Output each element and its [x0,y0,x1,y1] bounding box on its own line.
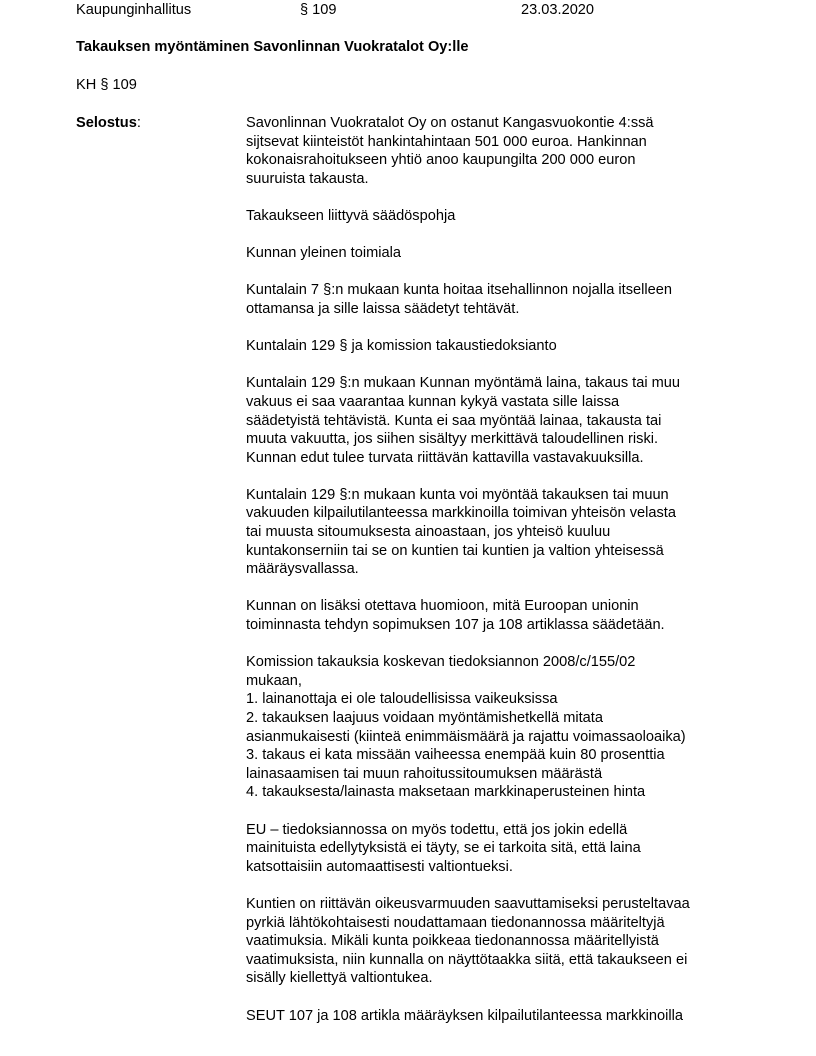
document-body [246,114,746,1044]
paragraph-line: Kunnan yleinen toimiala [246,245,401,262]
paragraph-line: Takaukseen liittyvä säädöspohja [246,207,456,224]
paragraph-line: 1. lainanottaja ei ole taloudellisissa vaikeuksissa [246,691,558,708]
body-paragraph [246,895,746,988]
paragraph-line: 4. takauksesta/lainasta maksetaan markkinaperusteinen hinta [246,784,646,801]
body-paragraph [246,207,746,226]
paragraph-line: EU – tiedoksiannossa on myös todettu, että jos jokin edellä [246,821,628,838]
paragraph-line: säädetyistä tehtävistä. Kunta ei saa myöntää lainaa, takausta tai [246,412,662,429]
document-header [76,1,776,21]
body-paragraph [246,114,746,188]
section-label [76,114,141,133]
paragraph-line: määräysvallassa. [246,561,359,578]
paragraph-line: Kuntalain 129 § ja komission takaustiedoksianto [246,338,557,355]
paragraph-line: sisälly kiellettyä valtiontukea. [246,970,433,987]
paragraph-line: Kunnan on lisäksi otettava huomioon, mitä Euroopan unionin [246,598,639,615]
paragraph-line: SEUT 107 ja 108 artikla määräyksen kilpailutilanteessa markkinoilla [246,1007,683,1024]
paragraph-line: Kuntien on riittävän oikeusvarmuuden saavuttamiseksi perusteltavaa [246,895,690,912]
paragraph-line: toiminnasta tehdyn sopimuksen 107 ja 108 artiklassa säädetään. [246,617,665,634]
paragraph-line: vakuuden kilpailutilanteessa markkinoilla toimivan yhteisön velasta [246,505,676,522]
paragraph-line: suuruista takausta. [246,170,369,187]
paragraph-line: sijtsevat kiinteistöt hankintahintaan 501 000 euroa. Hankinnan [246,133,647,150]
paragraph-line: ottamansa ja sille laissa säädetyt tehtävät. [246,300,520,317]
header-section: § 109 [300,2,337,18]
paragraph-line: Komission takauksia koskevan tiedoksiannon 2008/c/155/02 [246,654,636,671]
body-paragraph [246,337,746,356]
header-organ: Kaupunginhallitus [76,2,192,18]
paragraph-line: muuta vakuutta, jos siihen sisältyy merkittävä taloudellinen riski. [246,431,659,448]
paragraph-line: Kunnan edut tulee turvata riittävän kattavilla vastavakuuksilla. [246,449,644,466]
paragraph-line: 3. takaus ei kata missään vaiheessa enempää kuin 80 prosenttia [246,747,665,764]
paragraph-line: lainasaamisen tai muun rahoitussitoumuksen määrästä [246,765,603,782]
paragraph-line: Kuntalain 129 §:n mukaan Kunnan myöntämä laina, takaus tai muu [246,375,681,392]
paragraph-line: mainituista edellytyksistä ei täyty, se ei tarkoita sitä, että laina [246,840,641,857]
header-date: 23.03.2020 [521,2,595,18]
paragraph-line: asianmukaisesti (kiinteä enimmäismäärä ja rajattu voimassaoloaika) [246,728,686,745]
body-paragraph [246,597,746,634]
body-paragraph [246,281,746,318]
paragraph-line: 2. takauksen laajuus voidaan myöntämishetkellä mitata [246,710,603,726]
section-label-suffix: : [136,115,141,131]
paragraph-line: kuntakonserniin tai se on kuntien tai kuntien ja valtion yhteisessä [246,542,664,559]
paragraph-line: mukaan, [246,672,302,689]
body-paragraph [246,821,746,877]
paragraph-line: katsottaisiin automaattisesti valtiontueksi. [246,858,513,875]
paragraph-line: vakuus ei saa vaarantaa kunnan kykyä vastata sille laissa [246,393,620,410]
section-reference: KH § 109 [76,77,137,93]
body-paragraph [246,653,746,802]
body-paragraph [246,486,746,579]
paragraph-line: vaatimuksia. Mikäli kunta poikkeaa tiedonannossa määritellyistä [246,933,659,950]
paragraph-line: Kuntalain 129 §:n mukaan kunta voi myöntää takauksen tai muun [246,486,669,503]
paragraph-line: kokonaisrahoitukseen yhtiö anoo kaupungilta 200 000 euron [246,152,636,169]
body-paragraph [246,244,746,263]
body-paragraph [246,1007,746,1026]
document-title: Takauksen myöntäminen Savonlinnan Vuokratalot Oy:lle [76,39,469,55]
paragraph-line: vaatimuksista, niin kunnalla on näyttötaakka siitä, että takaukseen ei [246,951,688,968]
paragraph-line: tai muusta sitoumuksesta ainoastaan, jos yhteisö kuuluu [246,524,611,541]
paragraph-line: Kuntalain 7 §:n mukaan kunta hoitaa itsehallinnon nojalla itselleen [246,282,672,299]
body-paragraph [246,374,746,467]
section-label-text: Selostus [76,115,137,131]
paragraph-line: Savonlinnan Vuokratalot Oy on ostanut Kangasvuokontie 4:ssä [246,115,654,131]
paragraph-line: pyrkiä lähtökohtaisesti noudattamaan tiedonannossa määriteltyjä [246,914,665,931]
